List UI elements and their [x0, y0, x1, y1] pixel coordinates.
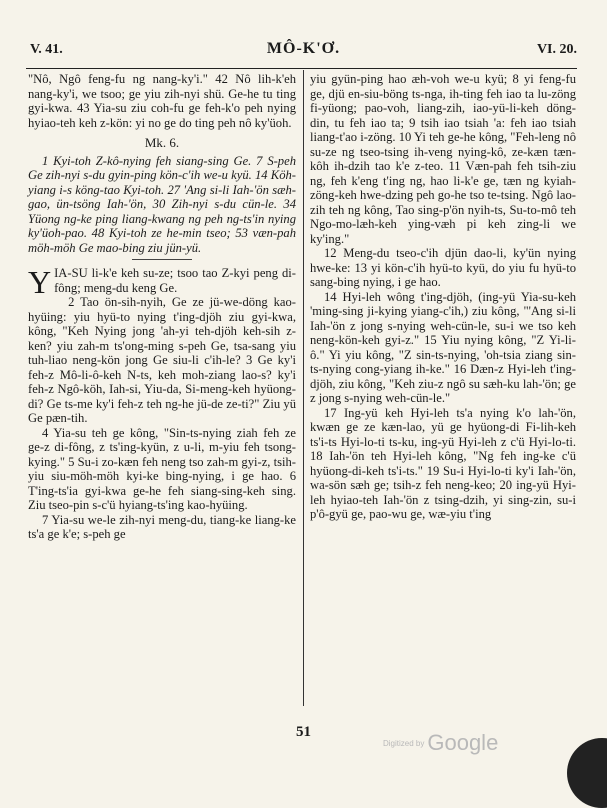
right-column	[310, 72, 576, 522]
column-divider	[303, 70, 304, 706]
verse-paragraph: 4 Yia-su teh ge kông, "Sin-ts-nying ziah feh ze ge-z di-fông, z ts'ing-kyün, z u-li, m-yiu feh tsong-kying." 5 Su-i zo-kæn feh neng tso zah-m gyi-z, tsih-yiu siu-möh-möh kyi-ke bing-nying, i ge hao. 6 T'ing-ts'ia gyi-kwa ge-he feh siang-sing-keh sing. Ziu tseo-pin s-c'ü hyiang-ts'ing kao-hyüing.	[28, 425, 296, 512]
chapter-summary	[28, 154, 296, 256]
header-book-title: MÔ-K'Ơ.	[266, 40, 341, 57]
verse-text: IA-SU li-k'e keh su-ze; tsoo tao Z-kyi peng di-fông; meng-du keng Ge.	[54, 266, 296, 295]
summary-text: 1 Kyi-toh Z-kô-nying feh siang-sing Ge. 7 S-peh Ge zih-nyi s-du gyin-ping kön-c'ih we-u kyü. 14 Köh-yiang i-s köng-tao Kyi-toh. 27 'Ang si-li Iah-'ön sæh-gao, ün-tsöng Iah-'ön, 30 Zih-nyi s-du cün-le. 34 Yüong ng-ke ping liang-kwang ng peh ng-ts'in nying ky'üoh-pao. 48 Kyi-toh ze he-min tseo; 53 væn-pah möh-möh Ge mao-bing ziu jün-yü.	[28, 153, 296, 255]
verse-paragraph: 2 Tao ön-sih-nyih, Ge ze jü-we-döng kao-hyüing: yiu hyü-to nying t'ing-djöh ziu gyi-kwa, kông, "Keh Nying jong 'ah-yi teh-djöh keh-sih z-ken? yiu zah-m ts'ong-ming s-peh Ge, tsa-sang yiu tuh-liao neng-kön jong Ge siu-li c'ih-le? 3 Ge ky'i feh-z Mô-li-ô-keh N-ts, keh moh-ziang lao-s? ky'i feh-z Ngô-köh, Iah-si, Yiu-da, Si-meng-keh hyüong-di? Ge ts-me ky'i feh-z teh ng-he jü-de ze-ti?" Ziu yü Ge pæn-tih.	[28, 295, 296, 425]
verse-paragraph: 7 Yia-su we-le zih-nyi meng-du, tiang-ke liang-ke ts'a ge k'e; s-peh ge	[28, 512, 296, 541]
left-column	[28, 72, 296, 542]
google-logo: Google	[427, 730, 499, 755]
header-rule	[26, 68, 577, 69]
google-watermark	[383, 730, 498, 756]
verse-paragraph: 14 Hyi-leh wông t'ing-djöh, (ing-yü Yia-su-keh 'ming-sing ji-kying yiang-c'ih,) ziu kông, "'Ang si-li Iah-'ön z jong s-nying weh-cün-le, su-i we tso keh neng-kön-keh gyi-z." 15 Yiu nying kông, "Z Yi-li-ô." Yi yiu kông, "Z sin-ts-nying, 'oh-tsia ziang sin-ts-nying cong-yiang ih-ke." 16 Dæn-z Hyi-leh t'ing-djöh, ziu kông, "Keh ziu-z ngô su sæh-ku lah-'ön; ge z jong s-nying weh-cün-le."	[310, 289, 576, 405]
verse-paragraph: yiu gyün-ping hao æh-voh we-u kyü; 8 yi feng-fu ge, djü en-siu-böng ts-nga, ih-ting feh iao ta lu-zöng fi-yüong; pao-voh, liang-zih, iao-yü-li-keh döng-din, tu feh iao ta; 9 tsih iao tsiah 'a: feh iao tsiah liang-t'ao i-zöng. 10 Yi teh ge-he kông, "Feh-leng nô su-ze ng tseo-tsing ih-veng nying-kô, ze-kæn tæn-kôh ih-dzih tao k'e z-teo. 11 Væn-pah feh tsih-ziu ng, feh k'eng t'ing ng, hao li-k'e ge, tæn ng kyiah-zöng-keh hwe-dzing peh go-he tso te-tsing. Ngô lao-zih teh ng kông, Tao sing-p'ön nyih-ts, Su-to-mô teh Ngo-mo-læh-keh ying-væh pi keh zing-li we ky'ing."	[310, 72, 576, 246]
header-verse-left: V. 41.	[30, 42, 63, 57]
verse-paragraph: 17 Ing-yü keh Hyi-leh ts'a nying k'o lah-'ön, kwæn ge ze kæn-lao, yü ge hyüong-di Fi-lih-keh ts'i-ts Hyi-lo-ti ts-ku, ing-yü Hyi-leh z c'ü Hyi-lo-ti. 18 Iah-'ön teh Hyi-leh kông, "Ng feh ing-ke c'ü hyüong-di-keh ts'i-ts." 19 Su-i Hyi-lo-ti ky'i Iah-'ön, wa-sön sæh ge; tsih-z feh neng-keo; 20 ing-yü Hyi-leh hyiao-teh Iah-'ön z tsing-dzih, yi sing-zin, su-i p'ô-gyü ge, pao-wu ge, wæ-yiu t'ing	[310, 405, 576, 521]
chapter-heading: Mk. 6.	[144, 135, 180, 150]
verse-paragraph: "Nô, Ngô feng-fu ng nang-ky'i." 42 Nô lih-k'eh nang-ky'i, we tsoo; ge yiu zih-nyi shü. Ge-he tu ting gyi-kwa. 43 Yia-su ziu coh-fu ge feh-k'o peh nying hyiao-teh keh z-kön: yi no ge do ting peh nô ky'üoh.	[28, 72, 296, 130]
header-verse-right: VI. 20.	[536, 42, 577, 57]
verse-paragraph: 12 Meng-du tseo-c'ih djün dao-li, ky'ün nying hwe-ke: 13 yi kön-c'ih hyü-to kyü, do yiu fu hyü-to sang-bing nying, i ge hao.	[310, 246, 576, 289]
verse-paragraph	[28, 264, 296, 300]
digitized-label: Digitized by	[383, 738, 425, 748]
page-number: 51	[296, 724, 311, 740]
running-header	[30, 42, 577, 64]
drop-cap: Y	[28, 264, 52, 300]
summary-separator	[132, 259, 192, 260]
page-corner-shadow	[567, 738, 607, 808]
